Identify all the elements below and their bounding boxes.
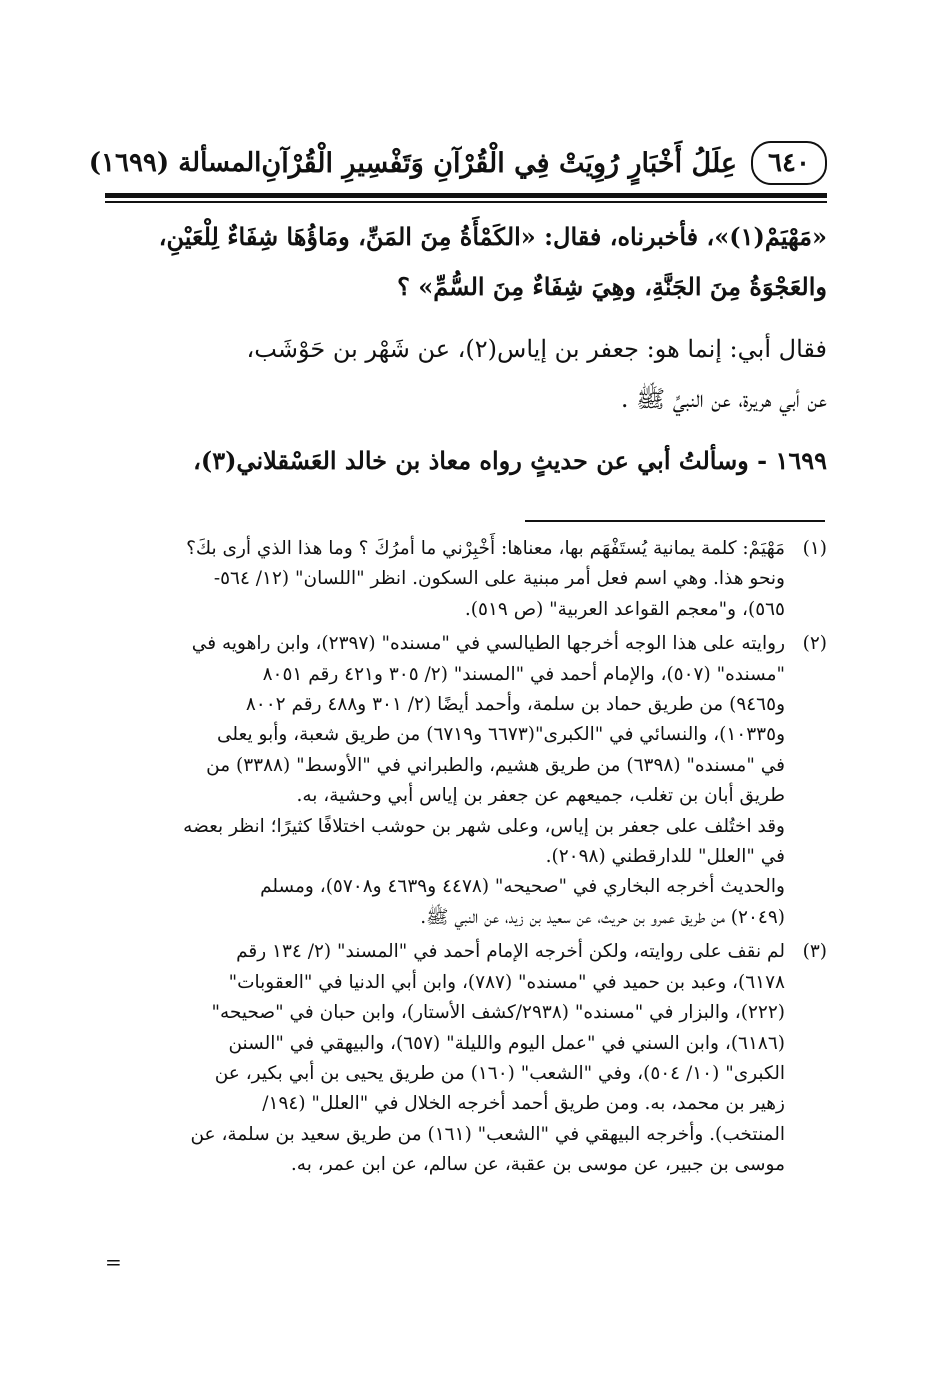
footnote-2: [105, 629, 827, 933]
footnote-number: (١): [802, 538, 827, 559]
footnote-3: [105, 937, 827, 1180]
footnote-line: (٢٠٤٩) من طريق عمرو بن حريث، عن سعيد بن زيد، عن النبي ﷺ.: [420, 906, 785, 928]
footnote-line: ٦١٧٨)، وعبد بن حميد في "مسنده" (٧٨٧)، وابن أبي الدنيا في "العقوبات": [228, 971, 785, 993]
footnote-line: و٩٤٦٥) من طريق حماد بن سلمة، وأحمد أيضًا (٢/ ٣٠١ و٤٨٨ رقم ٨٠٠٢: [245, 694, 785, 716]
footnote-line: روايته على هذا الوجه أخرجها الطيالسي في "مسنده" (٢٣٩٧)، وابن راهويه في: [191, 633, 785, 655]
main-line: «مَهْيَمْ(١)»، فأخبرناه، فقال: «الكَمْأَةُ مِنَ المَنِّ، ومَاؤُهَا شِفَاءٌ لِلْعَيْنِ،: [158, 222, 827, 251]
footnote-number: (٢): [802, 633, 827, 655]
footnote-line: لم نقف على روايته، ولكن أخرجه الإمام أحمد في "المسند" (٢/ ١٣٤ رقم: [236, 941, 785, 963]
main-line: عن أبي هريرة، عن النبيِّ ﷺ .: [620, 385, 827, 413]
header-rule-thick: [105, 193, 827, 198]
footnotes: [105, 534, 827, 1181]
footnote-line: (٦١٨٦)، وابن السني في "عمل اليوم والليلة" (٦٥٧)، والبيهقي في "السنن: [228, 1032, 785, 1054]
footnote-line: في "مسنده" (٦٣٩٨) من طريق هشيم، والطبراني في "الأوسط" (٣٣٨٨) من: [206, 754, 785, 776]
book-title: عِلَلُ أَخْبَارٍ رُوِيَتْ فِي الْقُرْآنِ وَتَفْسِيرِ الْقُرْآنِ: [261, 147, 737, 179]
footnote-line: موسى بن جبير، عن موسى بن عقبة، عن سالم، عن ابن عمر، به.: [290, 1154, 785, 1176]
footnote-line: (٢٢٢)، والبزار في "مسنده" (٢٩٣٨/كشف الأستار)، وابن حبان في "صحيحه": [211, 1002, 785, 1024]
footnote-line: ٥٦٥)، و"معجم القواعد العربية" (ص ٥١٩).: [464, 598, 785, 620]
page-header: [88, 138, 827, 188]
footnote-line: زهير بن محمد، به. ومن طريق أحمد أخرجه الخلال في "العلل" (١٩٤/: [262, 1093, 785, 1115]
main-text: [105, 212, 827, 486]
main-line: والعَجْوَةُ مِنَ الجَنَّةِ، وهِيَ شِفَاءٌ مِنَ السُّمِّ» ؟: [397, 272, 827, 301]
footnote-1: [105, 534, 827, 625]
continuation-mark: =: [105, 1250, 122, 1274]
page-number: ٦٤٠: [751, 141, 827, 185]
footnote-line: وقد اختُلف على جعفر بن إياس، وعلى شهر بن حوشب اختلافًا كثيرًا؛ انظر بعضه: [183, 815, 785, 837]
footnote-separator: [525, 520, 825, 522]
footnote-line: طريق أبان بن تغلب، جميعهم عن جعفر بن إياس أبي وحشية، به.: [296, 785, 785, 807]
issue-heading-line: ١٦٩٩ - وسألتُ أبي عن حديثٍ رواه معاذ بن خالد العَسْقلاني(٣)،: [193, 446, 827, 475]
footnote-line: و١٠٣٣٥)، والنسائي في "الكبرى"(٦٦٧٣ و٦٧١٩) من طريق شعبة، وأبو يعلى: [217, 724, 785, 746]
footnote-line: المنتخب). وأخرجه البيهقي في "الشعب" (١٦١) من طريق سعيد بن سلمة، عن: [190, 1123, 785, 1145]
header-rule-thin: [105, 201, 827, 203]
footnote-line: مَهْيَمْ: كلمة يمانية يُستَفْهَم بها، معناها: أَخْبِرْني ما أمرُكَ ؟ وما هذا الذي أرى بكَ؟: [186, 538, 785, 559]
footnote-line: في "العلل" للدارقطني (٢٠٩٨).: [545, 846, 785, 868]
issue-number: المسألة (١٦٩٩): [88, 148, 262, 178]
footnote-line: ونحو هذا. وهي اسم فعل أمر مبنية على السكون. انظر "اللسان" (١٢/ ٥٦٤-: [213, 568, 785, 590]
footnote-line: الكبرى" (١٠/ ٥٠٤)، وفي "الشعب" (١٦٠) من طريق يحيى بن أبي بكير، عن: [214, 1062, 785, 1084]
main-line: فقال أبي: إنما هو: جعفر بن إياس(٢)، عن شَهْر بن حَوْشَب،: [246, 335, 827, 363]
footnote-line: "مسنده" (٥٠٧)، والإمام أحمد في "المسند" (٢/ ٣٠٥ و٤٢١ رقم ٨٠٥١: [262, 663, 785, 685]
footnote-number: (٣): [802, 941, 827, 963]
footnote-line: والحديث أخرجه البخاري في "صحيحه" (٤٤٧٨ و٤٦٣٩ و٥٧٠٨)، ومسلم: [260, 876, 785, 898]
